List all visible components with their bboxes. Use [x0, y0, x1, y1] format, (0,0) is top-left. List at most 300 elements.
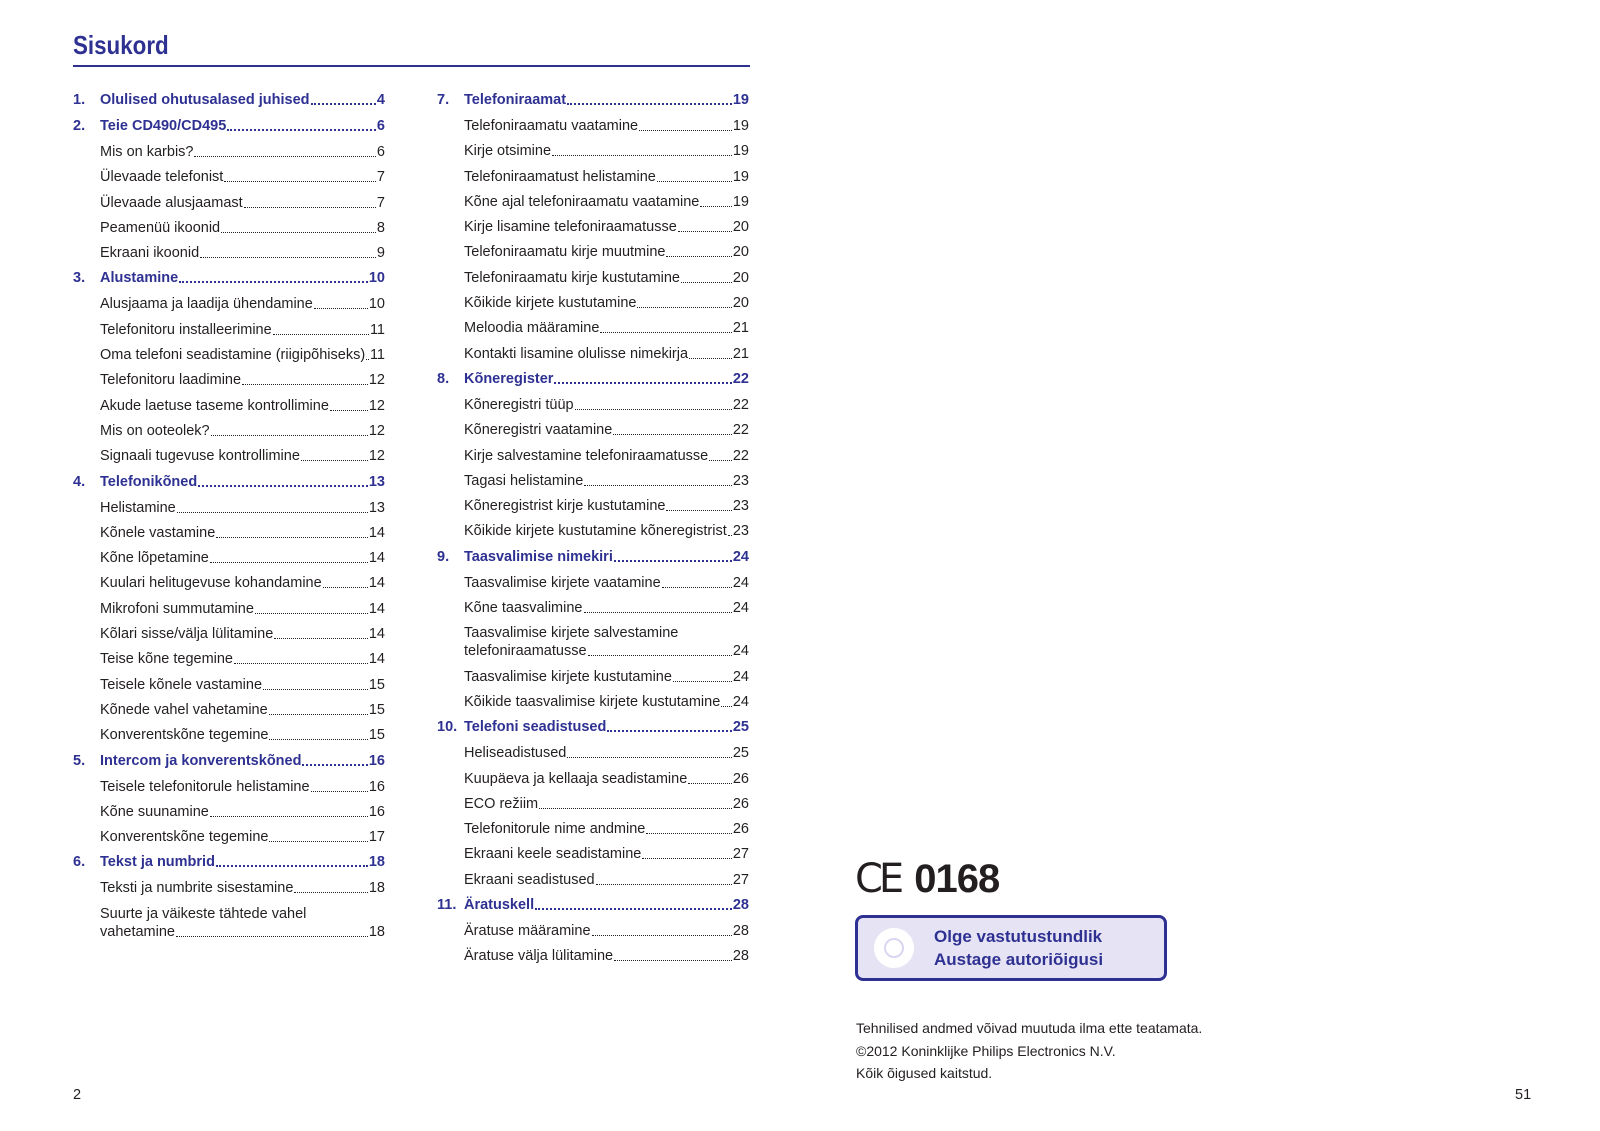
toc-entry[interactable] [437, 922, 749, 940]
toc-page-number: 21 [732, 320, 749, 337]
toc-entry-label: Kõne ajal telefoniraamatu vaatamine [464, 193, 700, 210]
toc-entry[interactable] [437, 345, 749, 363]
toc-page-number: 25 [732, 719, 749, 736]
toc-leader-dots [177, 512, 368, 513]
toc-leader-dots [210, 562, 368, 563]
toc-page-number: 18 [368, 923, 385, 940]
toc-leader-dots [227, 129, 376, 131]
toc-entry-label: Taasvalimise kirjete vaatamine [464, 574, 661, 591]
toc-page-number: 6 [376, 118, 385, 134]
toc-entry-label: Kõikide taasvalimise kirjete kustutamine [464, 693, 721, 710]
toc-entry[interactable] [437, 770, 749, 788]
toc-entry[interactable] [73, 422, 385, 440]
toc-page-number: 20 [732, 244, 749, 261]
toc-leader-dots [200, 257, 376, 258]
toc-leader-dots [673, 681, 732, 682]
copyright-notice-text [934, 925, 1103, 971]
toc-leader-dots [366, 359, 369, 360]
toc-entry-label: Mikrofoni summutamine [100, 600, 254, 617]
toc-page-number: 7 [376, 169, 385, 186]
toc-entry-label: Kuulari helitugevuse kohandamine [100, 575, 322, 592]
toc-entry[interactable] [73, 447, 385, 465]
toc-entry-label: Kõneregistri tüüp [464, 396, 574, 413]
toc-entry-label: Ekraani ikoonid [100, 245, 200, 262]
toc-entry[interactable] [73, 905, 385, 941]
toc-page-number: 11 [369, 321, 385, 338]
toc-leader-dots [607, 730, 732, 732]
toc-entry-label: Telefoniraamatu kirje kustutamine [464, 269, 680, 286]
toc-leader-dots [552, 155, 732, 156]
toc-entry[interactable] [437, 624, 749, 660]
toc-column-left [73, 91, 385, 948]
toc-entry-label: Tagasi helistamine [464, 472, 584, 489]
toc-entry[interactable] [73, 219, 385, 237]
toc-page-number: 26 [732, 770, 749, 787]
toc-entry-label: Kirje salvestamine telefoniraamatusse [464, 447, 709, 464]
toc-entry[interactable] [437, 193, 749, 211]
notified-body-number: 0168 [914, 856, 1000, 901]
toc-entry[interactable] [73, 194, 385, 212]
toc-entry-label: Meloodia määramine [464, 320, 600, 337]
toc-section-number: 7. [437, 92, 450, 108]
toc-section-heading[interactable] [437, 896, 749, 914]
toc-entry-label: Telefonitorule nime andmine [464, 821, 646, 838]
toc-entry[interactable] [437, 396, 749, 414]
toc-entry-label-cont: telefoniraamatusse [464, 643, 587, 660]
toc-entry[interactable] [73, 879, 385, 897]
toc-entry-label: Teisele kõnele vastamine [100, 676, 263, 693]
toc-leader-dots [294, 892, 367, 893]
toc-entry[interactable] [437, 472, 749, 490]
toc-leader-dots [255, 613, 368, 614]
toc-entry-label: Mis on karbis? [100, 144, 194, 160]
toc-leader-dots [600, 332, 731, 333]
toc-page-number: 26 [732, 795, 749, 812]
toc-page-number: 23 [732, 523, 749, 540]
toc-entry[interactable] [437, 820, 749, 838]
toc-entry-label: Ekraani keele seadistamine [464, 846, 642, 863]
toc-entry[interactable] [437, 744, 749, 762]
toc-leader-dots [614, 960, 732, 961]
toc-page-number: 6 [376, 144, 385, 160]
toc-page-number: 11 [369, 347, 385, 364]
toc-page-number: 12 [368, 397, 385, 414]
toc-entry[interactable] [73, 574, 385, 592]
toc-section-title: Teie CD490/CD495 [100, 118, 227, 134]
toc-entry[interactable] [437, 522, 749, 540]
toc-section-title: Telefonikõned [100, 473, 198, 490]
toc-entry[interactable] [437, 142, 749, 160]
toc-leader-dots [210, 816, 368, 817]
toc-entry[interactable] [73, 625, 385, 643]
ce-logo-icon: CE [855, 856, 901, 902]
copyright-line-1: Olge vastutustundlik [934, 927, 1103, 946]
toc-page-number: 17 [368, 829, 385, 846]
toc-entry-label: Kõikide kirjete kustutamine [464, 295, 637, 312]
toc-entry-label: Alusjaama ja laadija ühendamine [100, 296, 313, 313]
toc-entry[interactable] [437, 668, 749, 686]
toc-entry-label: Äratuse välja lülitamine [464, 948, 614, 965]
toc-page-number: 19 [732, 143, 749, 160]
toc-section [73, 117, 385, 262]
toc-page-number: 10 [368, 270, 385, 287]
toc-page-number: 25 [732, 745, 749, 762]
toc-column-right [437, 91, 749, 973]
toc-page-number: 8 [376, 219, 385, 236]
toc-leader-dots [700, 206, 731, 207]
toc-page-number: 4 [376, 92, 385, 108]
toc-page-number: 10 [368, 296, 385, 313]
toc-section-number: 4. [73, 473, 86, 490]
toc-section-number: 1. [73, 92, 86, 108]
toc-entry[interactable] [437, 243, 749, 261]
toc-entry[interactable] [73, 143, 385, 161]
toc-leader-dots [242, 384, 368, 385]
toc-page-number: 14 [368, 651, 385, 668]
toc-entry-label: Kontakti lisamine olulisse nimekirja [464, 345, 689, 362]
toc-entry-label: Teisele telefonitorule helistamine [100, 778, 310, 795]
toc-entry[interactable] [73, 803, 385, 821]
toc-section-number: 5. [73, 752, 86, 769]
toc-leader-dots [330, 410, 368, 411]
toc-entry-label: Konverentskõne tegemine [100, 829, 269, 846]
toc-entry-label: Signaali tugevuse kontrollimine [100, 448, 300, 465]
toc-leader-dots [224, 181, 376, 182]
toc-page-number: 14 [368, 550, 385, 567]
toc-page-number: 20 [732, 219, 749, 236]
toc-entry[interactable] [73, 295, 385, 313]
toc-page-number: 18 [368, 854, 385, 871]
toc-entry[interactable] [73, 524, 385, 542]
toc-section [73, 473, 385, 745]
toc-entry[interactable] [437, 947, 749, 965]
toc-entry[interactable] [73, 778, 385, 796]
toc-entry[interactable] [73, 650, 385, 668]
toc-entry-label: Akude laetuse taseme kontrollimine [100, 397, 329, 414]
toc-section-number: 10. [437, 719, 458, 736]
toc-entry-label: ECO režiim [464, 795, 539, 812]
toc-leader-dots [596, 884, 732, 885]
toc-entry-label: Taasvalimise kirjete kustutamine [464, 668, 672, 685]
toc-page-number: 12 [368, 422, 385, 439]
toc-section-number: 8. [437, 370, 450, 387]
toc-page-number: 26 [732, 821, 749, 838]
toc-section-number: 3. [73, 270, 86, 287]
toc-entry-label-cont: vahetamine [100, 923, 175, 940]
toc-entry-label: Teise kõne tegemine [100, 651, 233, 668]
toc-leader-dots [311, 103, 376, 105]
toc-entry[interactable] [73, 168, 385, 186]
toc-leader-dots [274, 638, 368, 639]
toc-entry[interactable] [73, 397, 385, 415]
toc-entry-label: Peamenüü ikoonid [100, 219, 221, 236]
toc-page-number: 20 [732, 295, 749, 312]
toc-entry[interactable] [73, 371, 385, 389]
toc-entry-label: Kõneregistri vaatamine [464, 422, 613, 439]
toc-entry[interactable] [437, 574, 749, 592]
toc-page-number: 24 [732, 693, 749, 710]
toc-leader-dots [554, 382, 731, 384]
toc-page-number: 24 [732, 668, 749, 685]
toc-page-number: 19 [732, 168, 749, 185]
page-number-right: 51 [1515, 1087, 1532, 1103]
toc-leader-dots [269, 841, 367, 842]
toc-page-number: 27 [732, 846, 749, 863]
toc-entry[interactable] [73, 600, 385, 618]
legal-line: Tehnilised andmed võivad muutuda ilma ette teatamata. [856, 1020, 1203, 1036]
toc-leader-dots [234, 663, 368, 664]
toc-section-number: 11. [437, 897, 457, 914]
toc-leader-dots [176, 936, 368, 937]
toc-entry[interactable] [437, 269, 749, 287]
toc-page-number: 22 [732, 422, 749, 439]
toc-entry-label: Kirje otsimine [464, 143, 552, 160]
toc-leader-dots [637, 307, 731, 308]
toc-leader-dots [539, 808, 732, 809]
toc-leader-dots [179, 281, 368, 283]
toc-section-title: Telefoniraamat [464, 92, 567, 108]
toc-entry[interactable] [437, 599, 749, 617]
toc-section-heading[interactable] [73, 853, 385, 871]
toc-entry-label: Kõne lõpetamine [100, 550, 209, 567]
toc-page-number: 28 [732, 923, 749, 940]
toc-leader-dots [269, 714, 368, 715]
toc-page-number: 13 [368, 499, 385, 516]
toc-section-title: Äratuskell [464, 897, 535, 914]
toc-leader-dots [588, 655, 732, 656]
toc-entry-label: Konverentskõne tegemine [100, 727, 269, 744]
toc-leader-dots [216, 865, 368, 867]
toc-leader-dots [678, 231, 732, 232]
toc-entry[interactable] [437, 795, 749, 813]
toc-entry-label: Kõneregistrist kirje kustutamine [464, 498, 666, 515]
toc-leader-dots [662, 587, 732, 588]
toc-leader-dots [666, 510, 731, 511]
toc-entry[interactable] [437, 117, 749, 135]
toc-entry-label: Kõnele vastamine [100, 524, 216, 541]
toc-leader-dots [314, 308, 368, 309]
toc-leader-dots [681, 282, 732, 283]
toc-leader-dots [216, 537, 368, 538]
toc-entry[interactable] [437, 218, 749, 236]
copyright-line-2: Austage autoriõigusi [934, 950, 1104, 969]
toc-entry-label: Telefonitoru laadimine [100, 372, 242, 389]
toc-entry[interactable] [437, 693, 749, 711]
toc-section-heading[interactable] [73, 473, 385, 491]
toc-entry[interactable] [437, 319, 749, 337]
toc-entry-label: Telefoniraamatu kirje muutmine [464, 244, 666, 261]
toc-entry-label: Oma telefoni seadistamine (riigipõhiseks) [100, 347, 366, 364]
toc-leader-dots [194, 156, 375, 157]
toc-entry-label: Ülevaade telefonist [100, 169, 224, 186]
toc-entry-label: Ülevaade alusjaamast [100, 194, 243, 211]
toc-page-number: 9 [376, 245, 385, 262]
toc-entry[interactable] [73, 346, 385, 364]
toc-leader-dots [567, 757, 731, 758]
toc-leader-dots [642, 858, 732, 859]
toc-section-title: Tekst ja numbrid [100, 854, 215, 871]
toc-entry[interactable] [437, 294, 749, 312]
toc-page-number: 15 [368, 701, 385, 718]
toc-entry[interactable] [73, 321, 385, 339]
toc-entry[interactable] [73, 676, 385, 694]
toc-section-heading[interactable] [73, 117, 385, 135]
toc-leader-dots [567, 103, 732, 105]
toc-leader-dots [269, 739, 367, 740]
toc-page-number: 12 [368, 448, 385, 465]
toc-leader-dots [613, 434, 732, 435]
toc-section [437, 91, 749, 363]
toc-section-number: 6. [73, 854, 86, 871]
toc-page-number: 16 [368, 752, 385, 769]
toc-page-number: 24 [732, 643, 749, 660]
toc-page-number: 14 [368, 575, 385, 592]
toc-section-title: Intercom ja konverentskõned [100, 752, 302, 769]
toc-page-number: 22 [732, 447, 749, 464]
toc-leader-dots [709, 460, 732, 461]
toc-entry-label: Kõnede vahel vahetamine [100, 701, 268, 718]
toc-leader-dots [689, 358, 732, 359]
toc-page-number: 14 [368, 600, 385, 617]
toc-leader-dots [666, 256, 731, 257]
toc-page-number: 23 [732, 472, 749, 489]
legal-notice [856, 1017, 1202, 1085]
toc-page-number: 28 [732, 897, 749, 914]
page-title: Sisukord [73, 30, 169, 60]
toc-section-heading[interactable] [437, 718, 749, 736]
toc-entry-label: Teksti ja numbrite sisestamine [100, 880, 294, 897]
toc-section [73, 269, 385, 465]
toc-section-title: Telefoni seadistused [464, 719, 607, 736]
toc-leader-dots [311, 791, 368, 792]
toc-page-number: 24 [732, 574, 749, 591]
ce-mark [855, 856, 999, 902]
toc-section-title: Kõneregister [464, 370, 554, 387]
toc-leader-dots [301, 460, 368, 461]
toc-page-number: 24 [732, 600, 749, 617]
toc-entry-label: Telefonitoru installeerimine [100, 321, 272, 338]
toc-page-number: 18 [368, 880, 385, 897]
toc-section-heading[interactable] [73, 91, 385, 109]
toc-page-number: 19 [732, 92, 749, 108]
toc-page-number: 27 [732, 871, 749, 888]
toc-page-number: 7 [376, 194, 385, 211]
toc-entry-line2 [464, 642, 749, 660]
toc-leader-dots [584, 485, 732, 486]
toc-entry-label: Taasvalimise kirjete salvestamine [464, 625, 679, 642]
toc-leader-dots [646, 833, 732, 834]
toc-entry[interactable] [73, 726, 385, 744]
toc-entry[interactable] [73, 701, 385, 719]
toc-leader-dots [721, 706, 732, 707]
toc-section-title: Taasvalimise nimekiri [464, 548, 613, 565]
toc-section-heading[interactable] [437, 548, 749, 566]
toc-entry[interactable] [437, 421, 749, 439]
toc-entry-label: Mis on ooteolek? [100, 422, 210, 439]
toc-entry-label: Kõne suunamine [100, 803, 209, 820]
toc-leader-dots [575, 409, 732, 410]
toc-section-title: Olulised ohutusalased juhised [100, 92, 310, 108]
toc-entry-label: Suurte ja väikeste tähtede vahel [100, 905, 307, 922]
legal-line: ©2012 Koninklijke Philips Electronics N.V. [856, 1042, 1116, 1059]
toc-entry[interactable] [437, 497, 749, 515]
toc-entry-label: Telefoniraamatust helistamine [464, 168, 656, 185]
toc-entry[interactable] [437, 871, 749, 889]
toc-leader-dots [657, 181, 732, 182]
toc-leader-dots [614, 560, 732, 562]
toc-section [437, 548, 749, 711]
copyright-circle-icon [874, 928, 914, 968]
toc-section [73, 91, 385, 109]
toc-page-number: 23 [732, 498, 749, 515]
toc-section-heading[interactable] [437, 91, 749, 109]
toc-section-title: Alustamine [100, 270, 179, 287]
toc-page-number: 21 [732, 345, 749, 362]
toc-page-number: 15 [368, 727, 385, 744]
toc-leader-dots [273, 334, 369, 335]
toc-page-number: 16 [368, 778, 385, 795]
toc-entry-label: Heliseadistused [464, 745, 567, 762]
toc-leader-dots [688, 783, 732, 784]
toc-entry[interactable] [73, 828, 385, 846]
toc-entry[interactable] [73, 549, 385, 567]
legal-line: Kõik õigused kaitstud. [856, 1065, 993, 1081]
toc-leader-dots [302, 764, 367, 766]
toc-leader-dots [211, 435, 368, 436]
toc-section-heading[interactable] [437, 370, 749, 388]
toc-entry[interactable] [73, 244, 385, 262]
toc-leader-dots [221, 232, 376, 233]
toc-leader-dots [584, 612, 732, 613]
toc-entry-label: Äratuse määramine [464, 923, 591, 940]
toc-section-heading[interactable] [73, 269, 385, 287]
toc-entry[interactable] [73, 499, 385, 517]
toc-entry-label: Kõlari sisse/välja lülitamine [100, 626, 274, 643]
toc-leader-dots [244, 207, 376, 208]
toc-leader-dots [263, 689, 368, 690]
toc-section [437, 896, 749, 965]
toc-entry[interactable] [437, 168, 749, 186]
toc-entry-label: Kõne taasvalimine [464, 600, 583, 617]
toc-page-number: 19 [732, 118, 749, 134]
page-number-left: 2 [73, 1087, 82, 1103]
toc-section-heading[interactable] [73, 752, 385, 770]
toc-entry-label: Helistamine [100, 499, 176, 516]
toc-section-number: 9. [437, 548, 450, 565]
toc-page-number: 16 [368, 803, 385, 820]
toc-entry[interactable] [437, 447, 749, 465]
toc-leader-dots [323, 587, 368, 588]
title-divider [73, 65, 750, 67]
toc-entry-label: Kuupäeva ja kellaaja seadistamine [464, 770, 688, 787]
toc-section [437, 718, 749, 888]
toc-entry-label: Ekraani seadistused [464, 871, 595, 888]
toc-page-number: 15 [368, 676, 385, 693]
toc-page-number: 22 [732, 370, 749, 387]
toc-section-number: 2. [73, 118, 86, 134]
toc-page-number: 22 [732, 396, 749, 413]
toc-entry-label: Kirje lisamine telefoniraamatusse [464, 219, 677, 236]
toc-leader-dots [535, 908, 732, 910]
toc-entry-line2 [100, 923, 385, 941]
toc-page-number: 19 [732, 193, 749, 210]
toc-entry-label: Kõikide kirjete kustutamine kõneregistrist [464, 523, 727, 540]
toc-section [73, 853, 385, 940]
toc-leader-dots [592, 935, 732, 936]
toc-entry[interactable] [437, 845, 749, 863]
toc-page-number: 14 [368, 626, 385, 643]
toc-leader-dots [198, 485, 368, 487]
